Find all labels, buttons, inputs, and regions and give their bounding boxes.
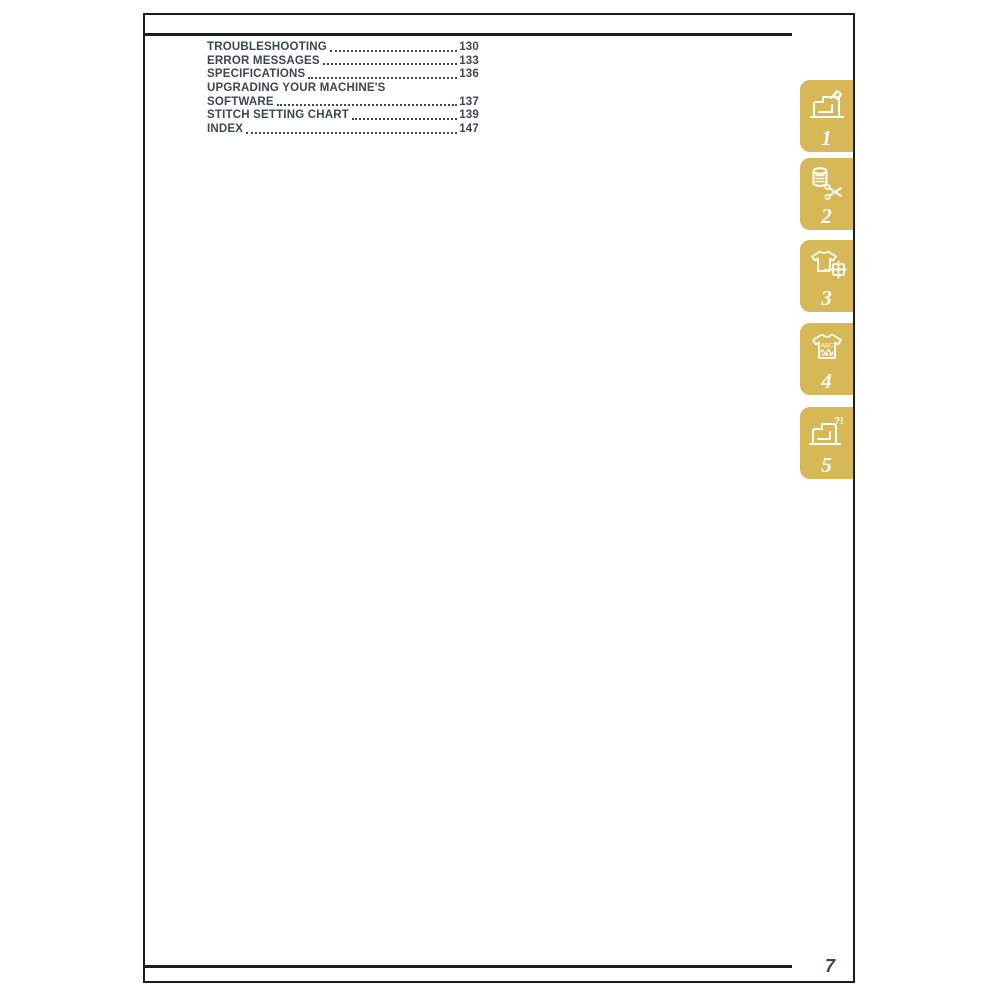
chapter-tab-number: 2 (821, 204, 832, 228)
toc-entry-label: TROUBLESHOOTING (207, 41, 327, 53)
chapter-tab-number: 4 (821, 369, 832, 393)
page-number: 7 (824, 956, 835, 976)
chapter-tab-4 (800, 323, 853, 395)
header-rule (145, 33, 792, 36)
toc-leader-dots (308, 77, 457, 79)
chapter-tab-number: 1 (821, 126, 832, 150)
chapter-tab-number: 5 (821, 453, 832, 477)
toc-entry (207, 68, 479, 82)
toc-entry-label: SPECIFICATIONS (207, 68, 306, 81)
toc-entry-page: 130 (459, 41, 479, 53)
toc-entry (207, 55, 479, 69)
toc-entry-label: INDEX (207, 123, 244, 136)
shirt-patch-stitch-icon (807, 247, 847, 283)
toc-entry-label: ERROR MESSAGES (207, 54, 320, 67)
toc-entry-label: STITCH SETTING CHART (207, 109, 349, 122)
toc-entry-page: 139 (459, 109, 479, 122)
chapter-tab-5 (800, 407, 853, 479)
toc-entry-page: 133 (459, 54, 479, 67)
toc-entry (207, 82, 479, 96)
toc-entry (207, 123, 479, 137)
thread-spool-scissors-icon (807, 165, 847, 201)
toc-entry (207, 96, 479, 110)
toc-leader-dots (330, 50, 457, 52)
sewing-machine-setup-icon (807, 87, 847, 123)
svg-text:?!: ?! (833, 416, 843, 427)
chapter-tab-1 (800, 80, 853, 152)
chapter-tab-2 (800, 158, 853, 230)
toc-entry-page: 137 (459, 95, 479, 108)
manual-page (143, 13, 855, 983)
footer-rule (145, 965, 792, 968)
sewing-machine-question-icon (807, 414, 847, 450)
chapter-tab-3 (800, 240, 853, 312)
toc-leader-dots (352, 118, 457, 120)
toc-entry-label: UPGRADING YOUR MACHINE'S (207, 82, 386, 95)
toc-entry-page: 147 (459, 123, 479, 136)
toc-entry-label: SOFTWARE (207, 95, 274, 108)
svg-text:ABC: ABC (820, 343, 833, 350)
table-of-contents (207, 41, 479, 137)
toc-entry (207, 41, 479, 55)
chapter-tab-number: 3 (821, 286, 832, 310)
toc-leader-dots (277, 104, 457, 106)
toc-leader-dots (246, 132, 457, 134)
toc-entry-page: 136 (459, 68, 479, 81)
shirt-abc-lettering-icon (807, 330, 847, 366)
toc-entry (207, 109, 479, 123)
toc-leader-dots (323, 63, 457, 65)
